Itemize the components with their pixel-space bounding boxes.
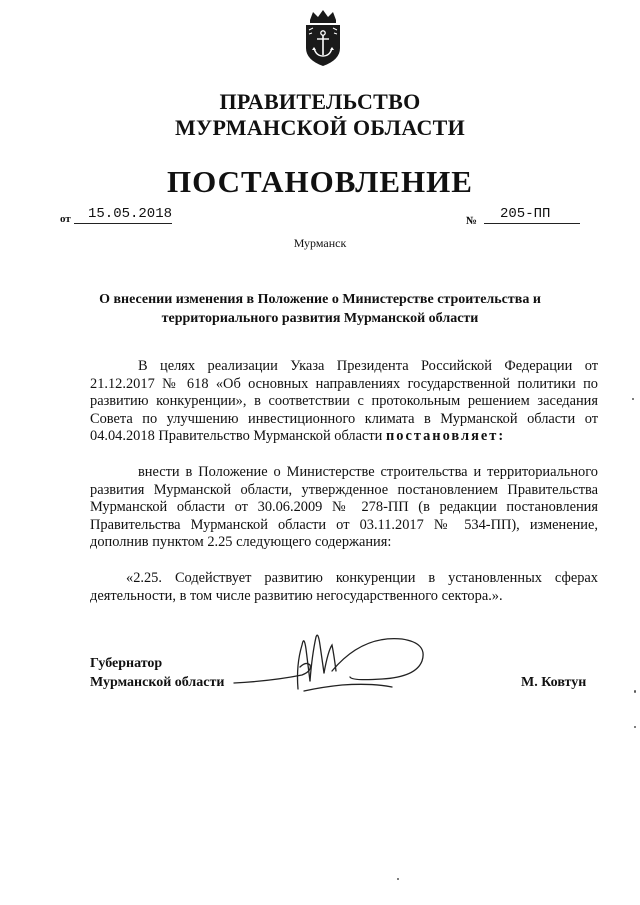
- number-prefix: №: [466, 215, 478, 227]
- coat-of-arms-icon: [300, 8, 346, 68]
- signatory-position-line2: Мурманской области: [90, 675, 225, 690]
- signatory-name: М. Ковтун: [521, 675, 587, 690]
- document-type-title: ПОСТАНОВЛЕНИЕ: [167, 164, 473, 199]
- document-date: 15.05.2018: [88, 206, 173, 222]
- scan-speck: [634, 690, 636, 693]
- change-paragraph: внести в Положение о Министерстве строительства и территориального развития Мурманской области, утвержденное постановлением Правительства Мурманской области от 30.06.2009 № 278-ПП (в редакции постановления Правительства Мурманской области от 03.11.2017 № 534-ПП), изменение, дополнив пунктом 2.25 следующего содержания:: [90, 464, 598, 551]
- scan-speck: [397, 878, 399, 880]
- issue-city: Мурманск: [293, 236, 347, 250]
- scan-speck: [632, 398, 634, 400]
- government-name-line1: ПРАВИТЕЛЬСТВО: [219, 89, 421, 114]
- resolves-word: постановляет: [385, 428, 499, 445]
- subject-line1: О внесении изменения в Положение о Министерстве строительства и: [99, 292, 541, 307]
- intro-text: В целях реализации Указа Президента Российской Федерации от 21.12.2017 № 618 «Об основных направлениях государственной политики по развитию конкуренции», в соответствии с протокольным решением заседания Совета по улучшению инвестиционного климата в Мурманской области от 04.04.2018 Правительство Мурманской области: [90, 358, 598, 445]
- subject-line2: территориального развития Мурманской области: [161, 311, 479, 326]
- quote-paragraph: «2.25. Содействует развитию конкуренции в установленных сферах деятельности, в том числе развитию негосударственного сектора.».: [90, 570, 598, 604]
- resolves-punct: :: [498, 428, 504, 445]
- intro-paragraph: [90, 358, 598, 446]
- document-number: 205-ПП: [500, 206, 551, 222]
- date-line: [74, 206, 172, 224]
- scan-speck: [634, 726, 636, 728]
- signatory-position-line1: Губернатор: [90, 656, 163, 671]
- handwritten-signature: [232, 625, 432, 705]
- date-prefix: от: [60, 213, 71, 225]
- number-line: [484, 206, 580, 224]
- government-name-line2: МУРМАНСКОЙ ОБЛАСТИ: [174, 115, 466, 140]
